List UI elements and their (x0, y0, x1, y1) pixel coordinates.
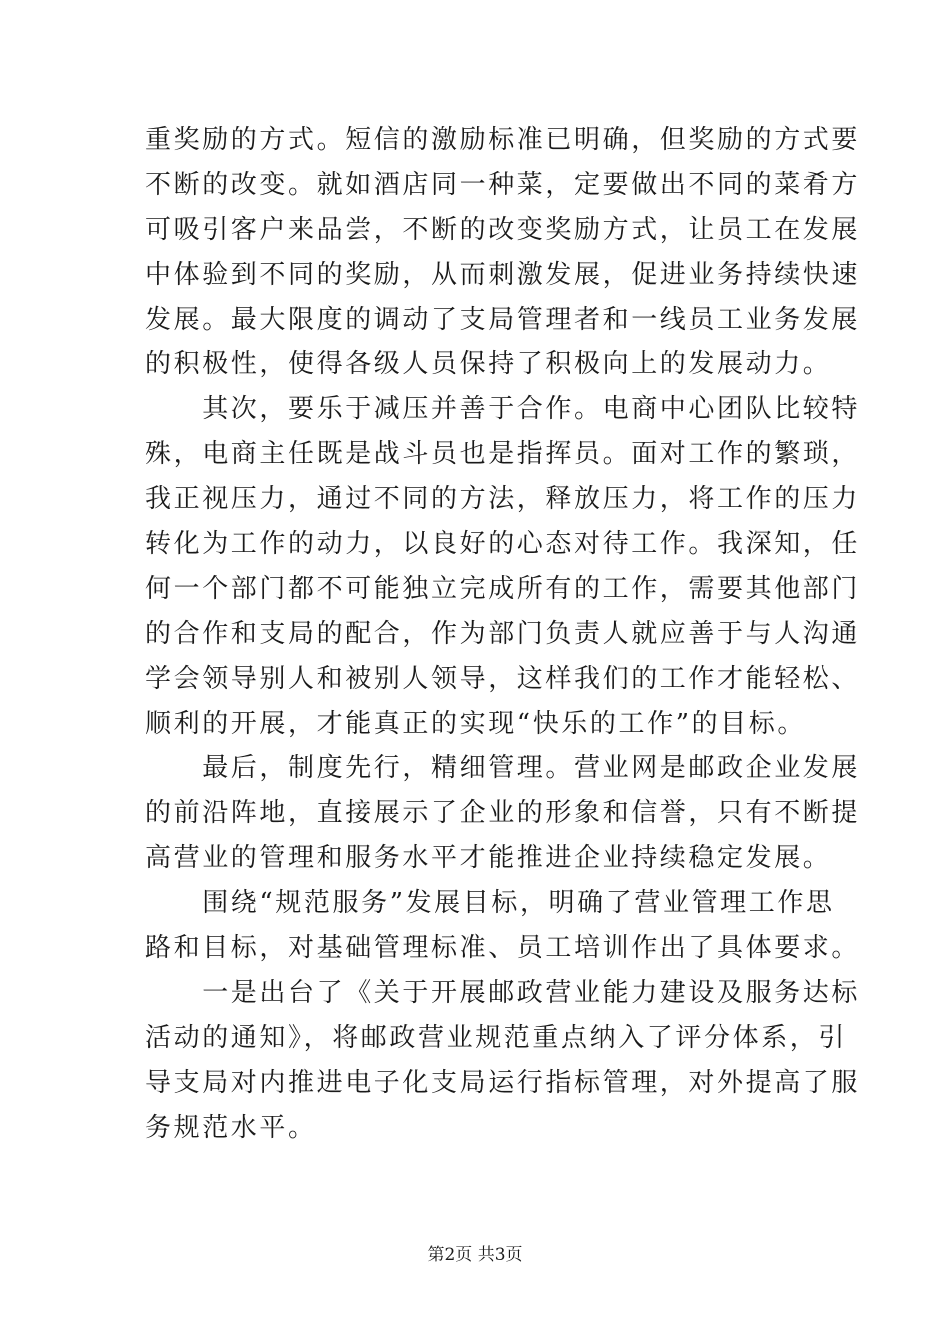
text-line: 中体验到不同的奖励，从而刺激发展，促进业务持续快速 (145, 259, 861, 290)
text-line: 我正视压力，通过不同的方法，释放压力，将工作的压力 (145, 484, 861, 515)
text-line: 务规范水平。 (145, 1112, 317, 1143)
text-line: 顺利的开展，才能真正的实现“快乐的工作”的目标。 (145, 708, 806, 739)
text-line: 最后，制度先行，精细管理。营业网是邮政企业发展 (145, 753, 861, 784)
text-line: 发展。最大限度的调动了支局管理者和一线员工业务发展 (145, 304, 861, 335)
text-line: 的积极性，使得各级人员保持了积极向上的发展动力。 (145, 349, 832, 380)
text-line: 可吸引客户来品尝，不断的改变奖励方式，让员工在发展 (145, 214, 861, 245)
text-line: 高营业的管理和服务水平才能推进企业持续稳定发展。 (145, 843, 832, 874)
text-line: 一是出台了《关于开展邮政营业能力建设及服务达标 (145, 977, 861, 1008)
text-line: 学会领导别人和被别人领导，这样我们的工作才能轻松、 (145, 663, 861, 694)
text-line: 何一个部门都不可能独立完成所有的工作，需要其他部门 (145, 573, 861, 604)
text-line: 其次，要乐于减压并善于合作。电商中心团队比较特 (145, 394, 861, 425)
text-line: 的合作和支局的配合，作为部门负责人就应善于与人沟通 (145, 618, 861, 649)
text-line: 活动的通知》，将邮政营业规范重点纳入了评分体系，引 (145, 1022, 848, 1053)
page-footer (0, 1240, 950, 1265)
text-line: 不断的改变。就如酒店同一种菜，定要做出不同的菜肴方 (145, 169, 861, 200)
text-line: 转化为工作的动力，以良好的心态对待工作。我深知，任 (145, 529, 861, 560)
document-body (145, 118, 861, 1150)
page-number: 第2页 共3页 (427, 1245, 523, 1265)
text-line: 重奖励的方式。短信的激励标准已明确，但奖励的方式要 (145, 125, 861, 155)
text-line: 导支局对内推进电子化支局运行指标管理，对外提高了服 (145, 1067, 861, 1098)
text-line: 殊，电商主任既是战斗员也是指挥员。面对工作的繁琐， (145, 439, 861, 470)
text-line: 围绕“规范服务”发展目标，明确了营业管理工作思 (145, 888, 835, 919)
text-line: 的前沿阵地，直接展示了企业的形象和信誉，只有不断提 (145, 798, 861, 829)
text-line: 路和目标，对基础管理标准、员工培训作出了具体要求。 (145, 933, 861, 964)
